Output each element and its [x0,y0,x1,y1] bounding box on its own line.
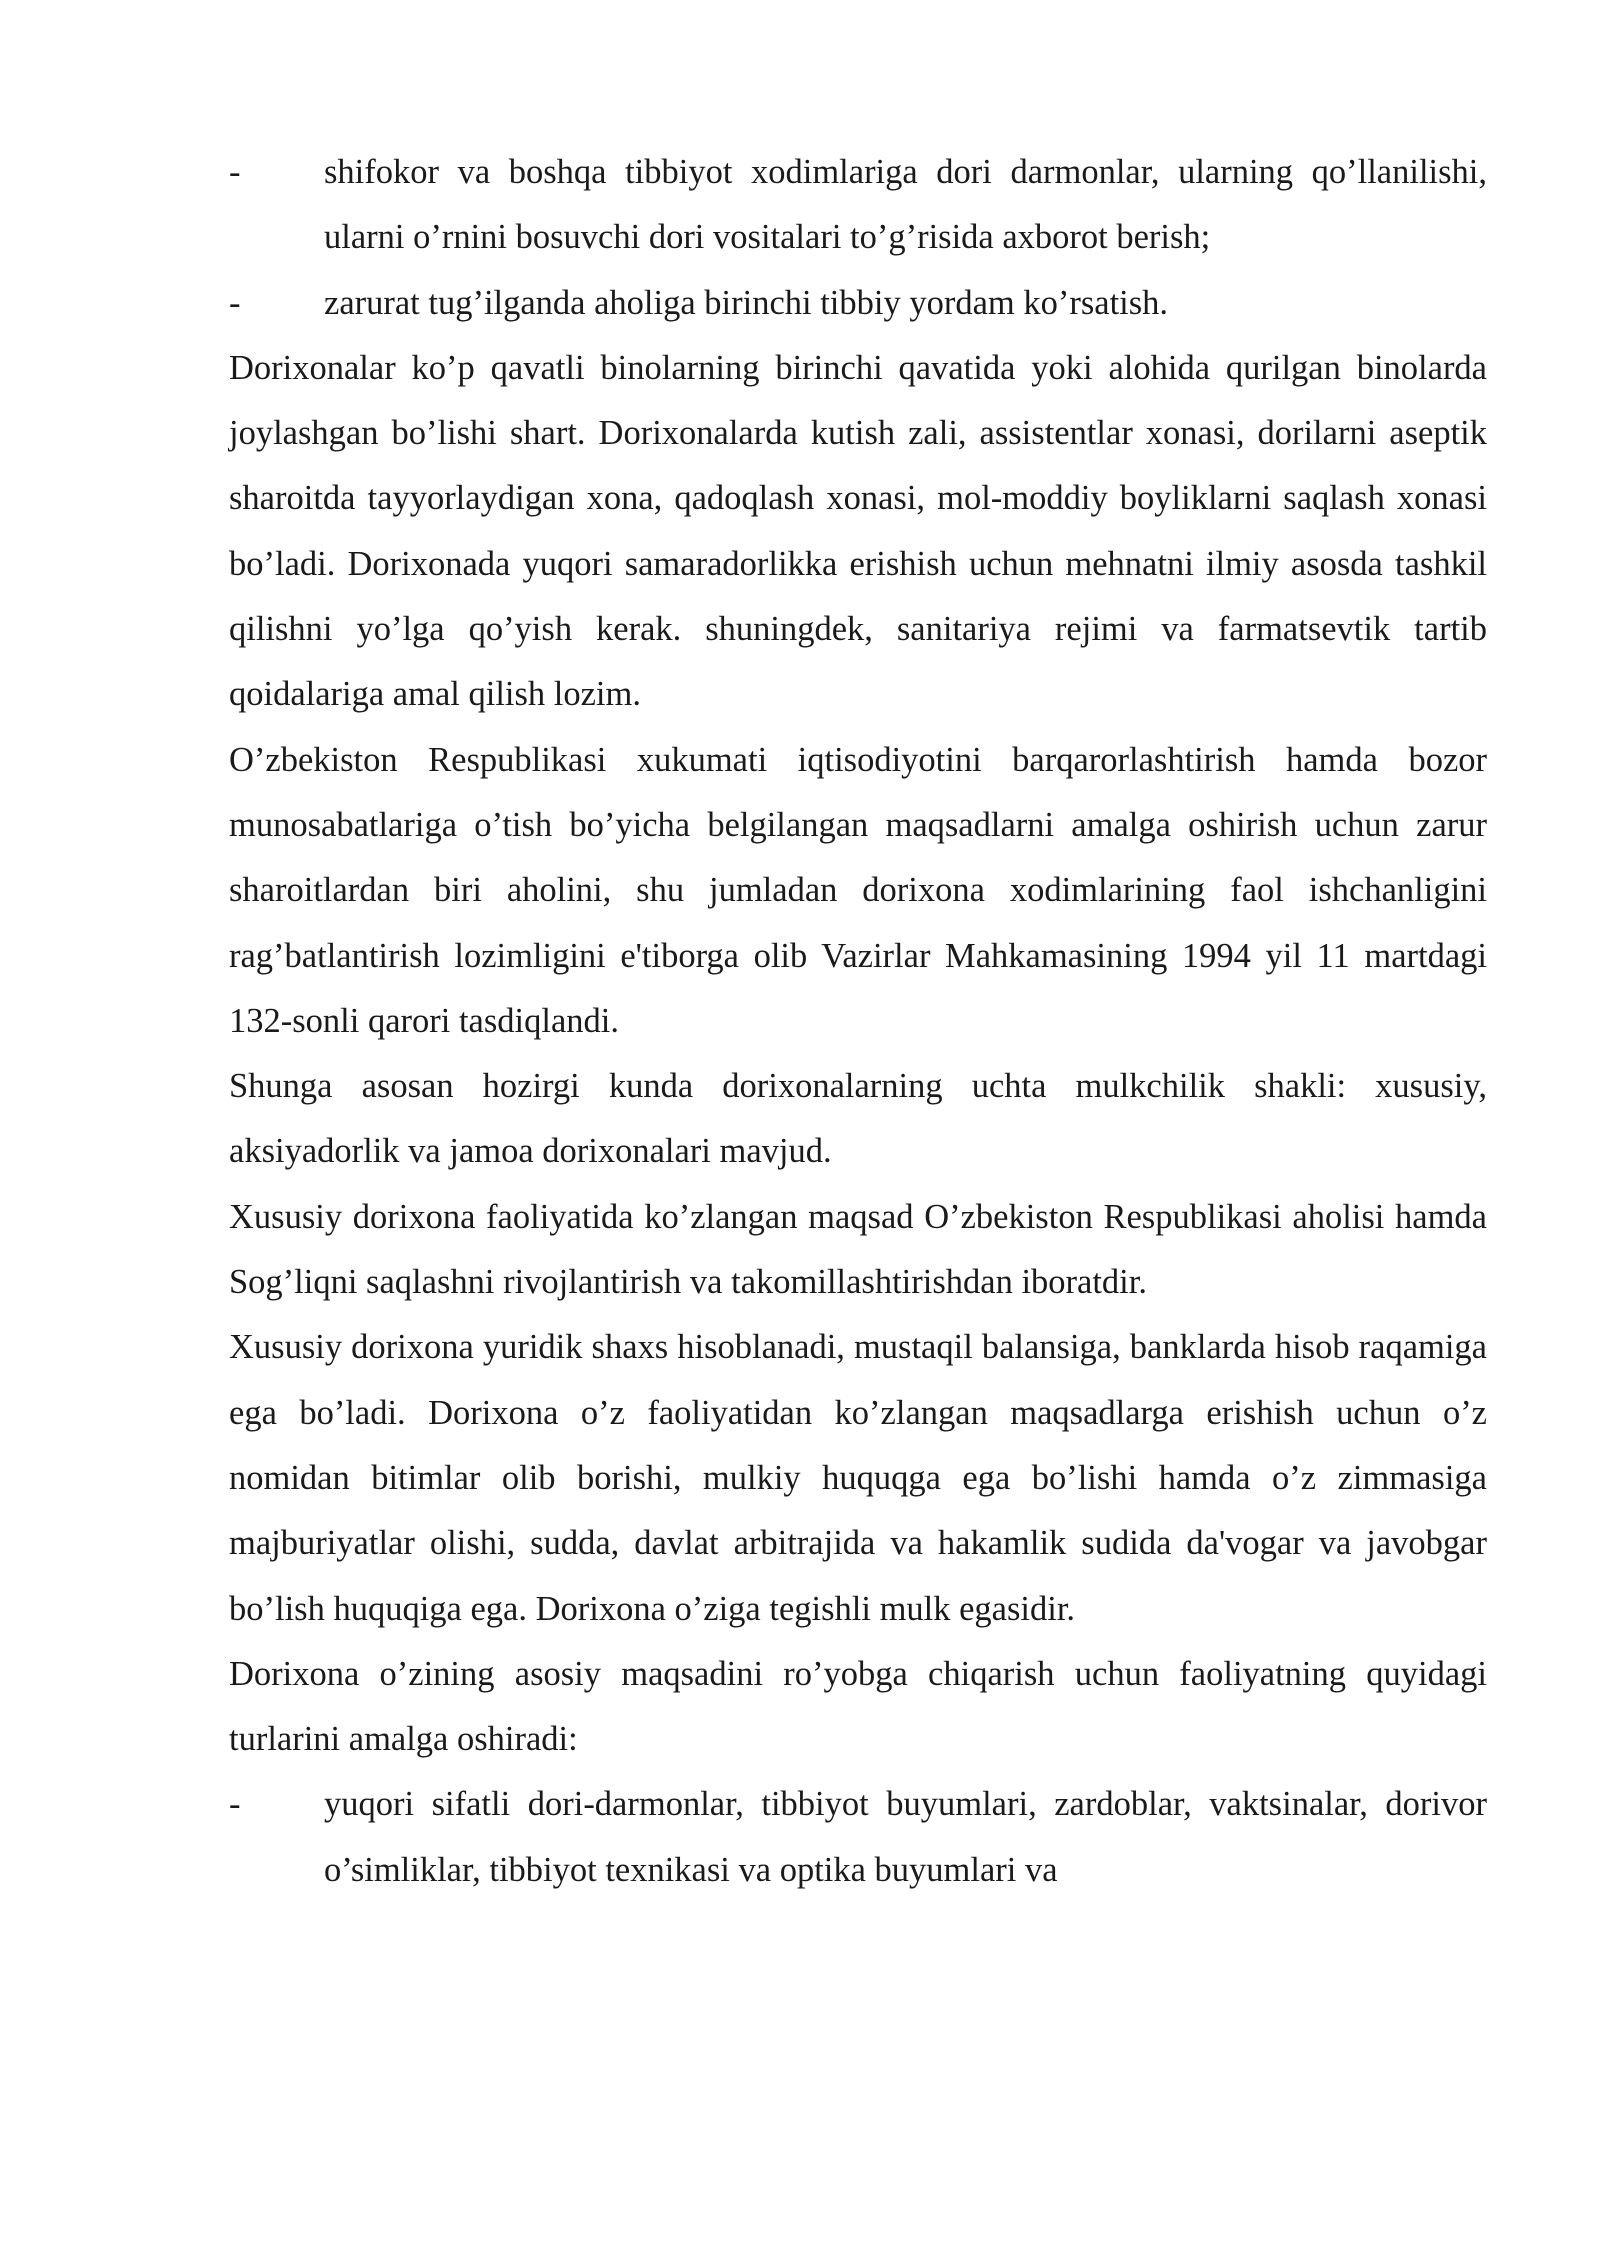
paragraph-ownership-forms: Shunga asosan hozirgi kunda dorixonalarning uchta mulkchilik shakli: xususiy, aksiyadorlik va jamoa dorixonalari mavjud. [229,1067,1487,1171]
document-body [229,140,1487,1903]
paragraph-legal-entity: Xususiy dorixona yuridik shaxs hisoblanadi, mustaqil balansiga, banklarda hisob raqamiga ega bo’ladi. Dorixona o’z faoliyatidan ko’zlangan maqsadlarga erishish uchun o’z nomidan bitimlar olib borishi, mulkiy huquqga ega bo’lishi hamda o’z zimmasiga majburiyatlar olishi, sudda, davlat arbitrajida va hakamlik sudida da'vogar va javobgar bo’lish huquqiga ega. Dorixona o’ziga tegishli mulk egasidir. [229,1328,1487,1628]
list-item [229,140,1487,271]
bullet-marker: - [229,283,241,322]
list-item-text: zarurat tug’ilganda aholiga birinchi tibbiy yordam ko’rsatish. [324,283,1169,322]
paragraph-activities-intro: Dorixona o’zining asosiy maqsadini ro’yobga chiqarish uchun faoliyatning quyidagi turlarini amalga oshiradi: [229,1654,1487,1759]
paragraph-government-resolution: O’zbekiston Respublikasi xukumati iqtisodiyotini barqarorlashtirish hamda bozor munosabatlariga o’tish bo’yicha belgilangan maqsadlarni amalga oshirish uchun zarur sharoitlardan biri aholini, shu jumladan dorixona xodimlarining faol ishchanligini rag’batlantirish lozimligini e'tiborga olib Vazirlar Mahkamasining 1994 yil 11 martdagi 132-sonli qarori tasdiqlandi. [229,740,1487,1040]
bullet-marker: - [229,153,241,191]
list-item-text: shifokor va boshqa tibbiyot xodimlariga dori darmonlar, ularning qo’llanilishi, ularni o’rnini bosuvchi dori vositalari to’g’risida axborot berish; [324,153,1487,257]
paragraph-pharmacy-premises: Dorixonalar ko’p qavatli binolarning birinchi qavatida yoki alohida qurilgan binolarda joylashgan bo’lishi shart. Dorixonalarda kutish zali, assistentlar xonasi, dorilarni aseptik sharoitda tayyorlaydigan xona, qadoqlash xonasi, mol-moddiy boyliklarni saqlash xonasi bo’ladi. Dorixonada yuqori samaradorlikka erishish uchun mehnatni ilmiy asosda tashkil qilishni yo’lga qo’yish kerak. shuningdek, sanitariya rejimi va farmatsevtik tartib qoidalariga amal qilish lozim. [229,348,1487,714]
bullet-marker: - [229,1785,241,1824]
list-item-text: yuqori sifatli dori-darmonlar, tibbiyot buyumlari, zardoblar, vaktsinalar, dorivor o’simliklar, tibbiyot texnikasi va optika buyumlari va [324,1785,1487,1889]
list-item [229,271,1487,336]
list-item [229,1772,1487,1903]
paragraph-private-pharmacy-goal: Xususiy dorixona faoliyatida ko’zlangan maqsad O’zbekiston Respublikasi aholisi hamda Sog’liqni saqlashni rivojlantirish va takomillashtirishdan iboratdir. [229,1197,1487,1302]
